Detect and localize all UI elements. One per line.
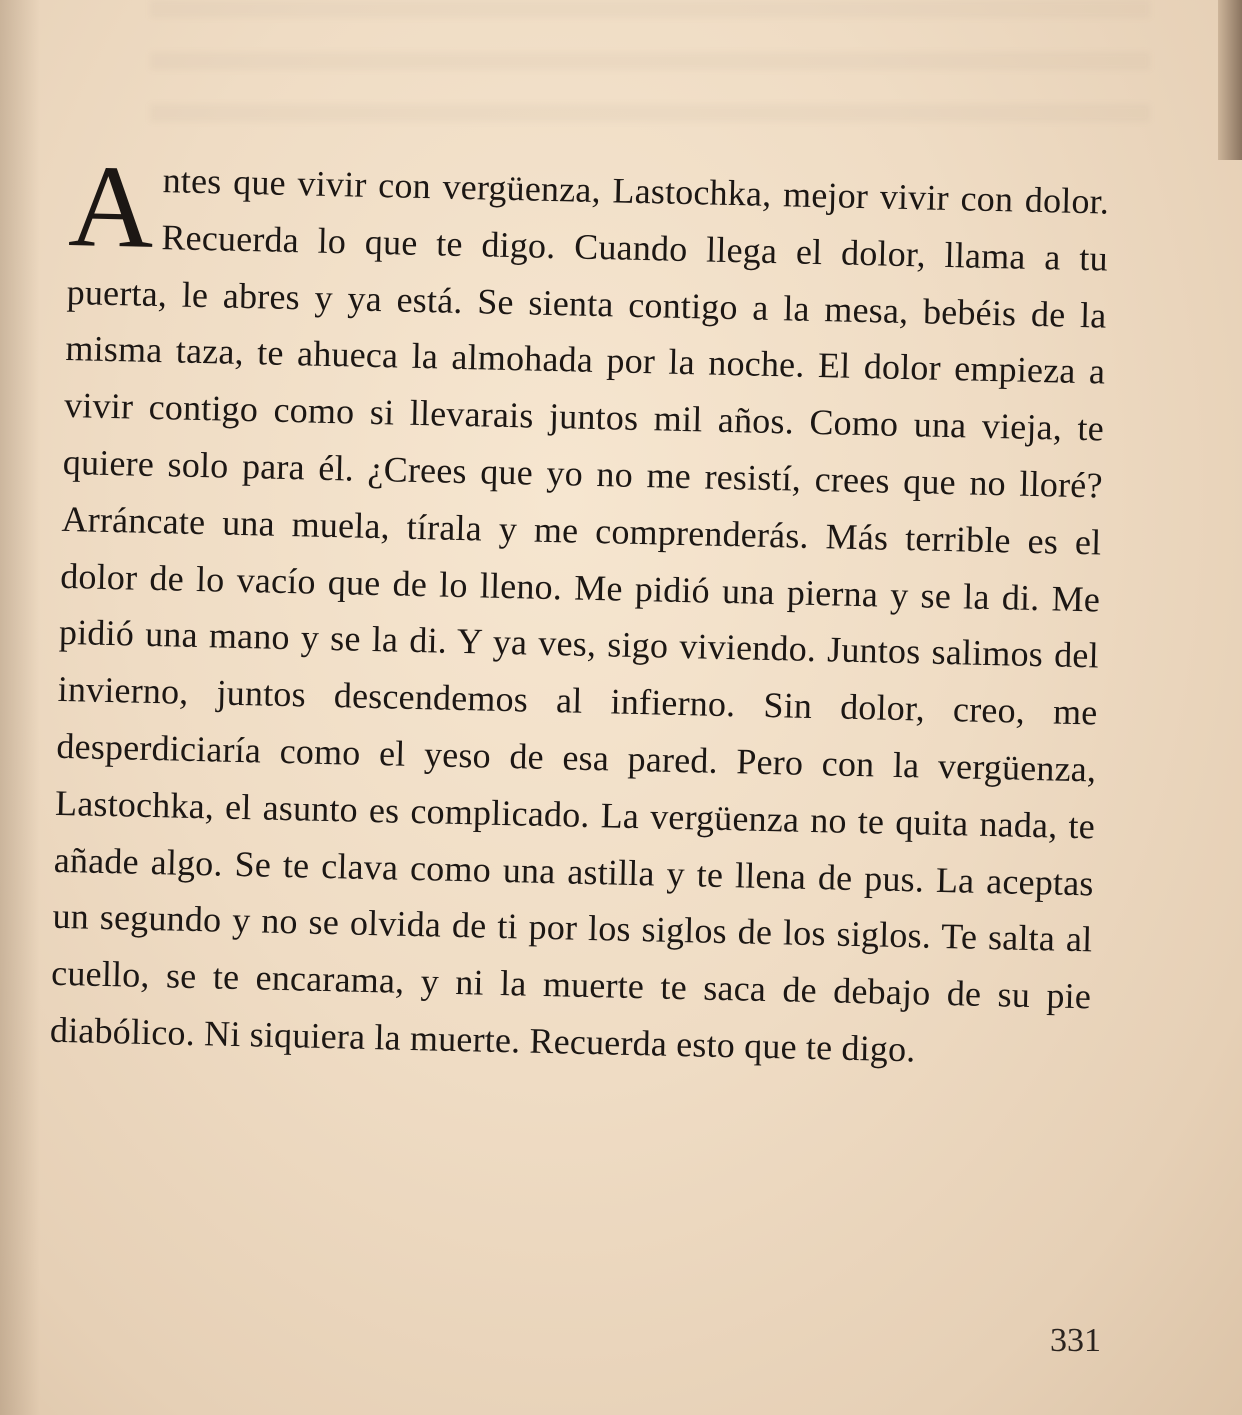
paragraph-text: ntes que vivir con vergüenza, Lastochka, mejor vivir con dolor. Recuerda lo que te digo. Cuando llega el dolor, llama a tu puerta, le abres y ya está. Se sienta contigo a la mesa, bebéis de la misma taza, te ahueca la almohada por la noche. El dolor empieza a vivir contigo como si llevarais juntos mil años. Como una vieja, te quiere solo para él. ¿Crees que yo no me resistí, crees que no lloré? Arráncate una muela, tírala y me comprenderás. Más terrible es el dolor de lo vacío que de lo lleno. Me pidió una pierna y se la di. Me pidió una mano y se la di. Y ya ves, sigo viviendo. Juntos salimos del invierno, juntos descendemos al infierno. Sin dolor, creo, me desperdiciaría como el yeso de esa pared. Pero con la vergüenza, Lastochka, el asunto es complicado. La vergüenza no te quita nada, te añade algo. Se te clava como una astilla y te llena de pus. La aceptas un segundo y no se olvida de ti por los siglos de los siglos. Te salta al cuello, se te encarama, y ni la muerte te saca de debajo de su pie diabólico. Ni siquiera la muerte. Recuerda esto que te digo. xyxy=(49,160,1110,1070)
adjacent-page-edge xyxy=(1218,0,1242,160)
drop-cap: A xyxy=(67,140,156,273)
body-paragraph xyxy=(49,140,1110,1082)
show-through-text xyxy=(150,0,1150,130)
page-number: 331 xyxy=(1050,1322,1101,1359)
